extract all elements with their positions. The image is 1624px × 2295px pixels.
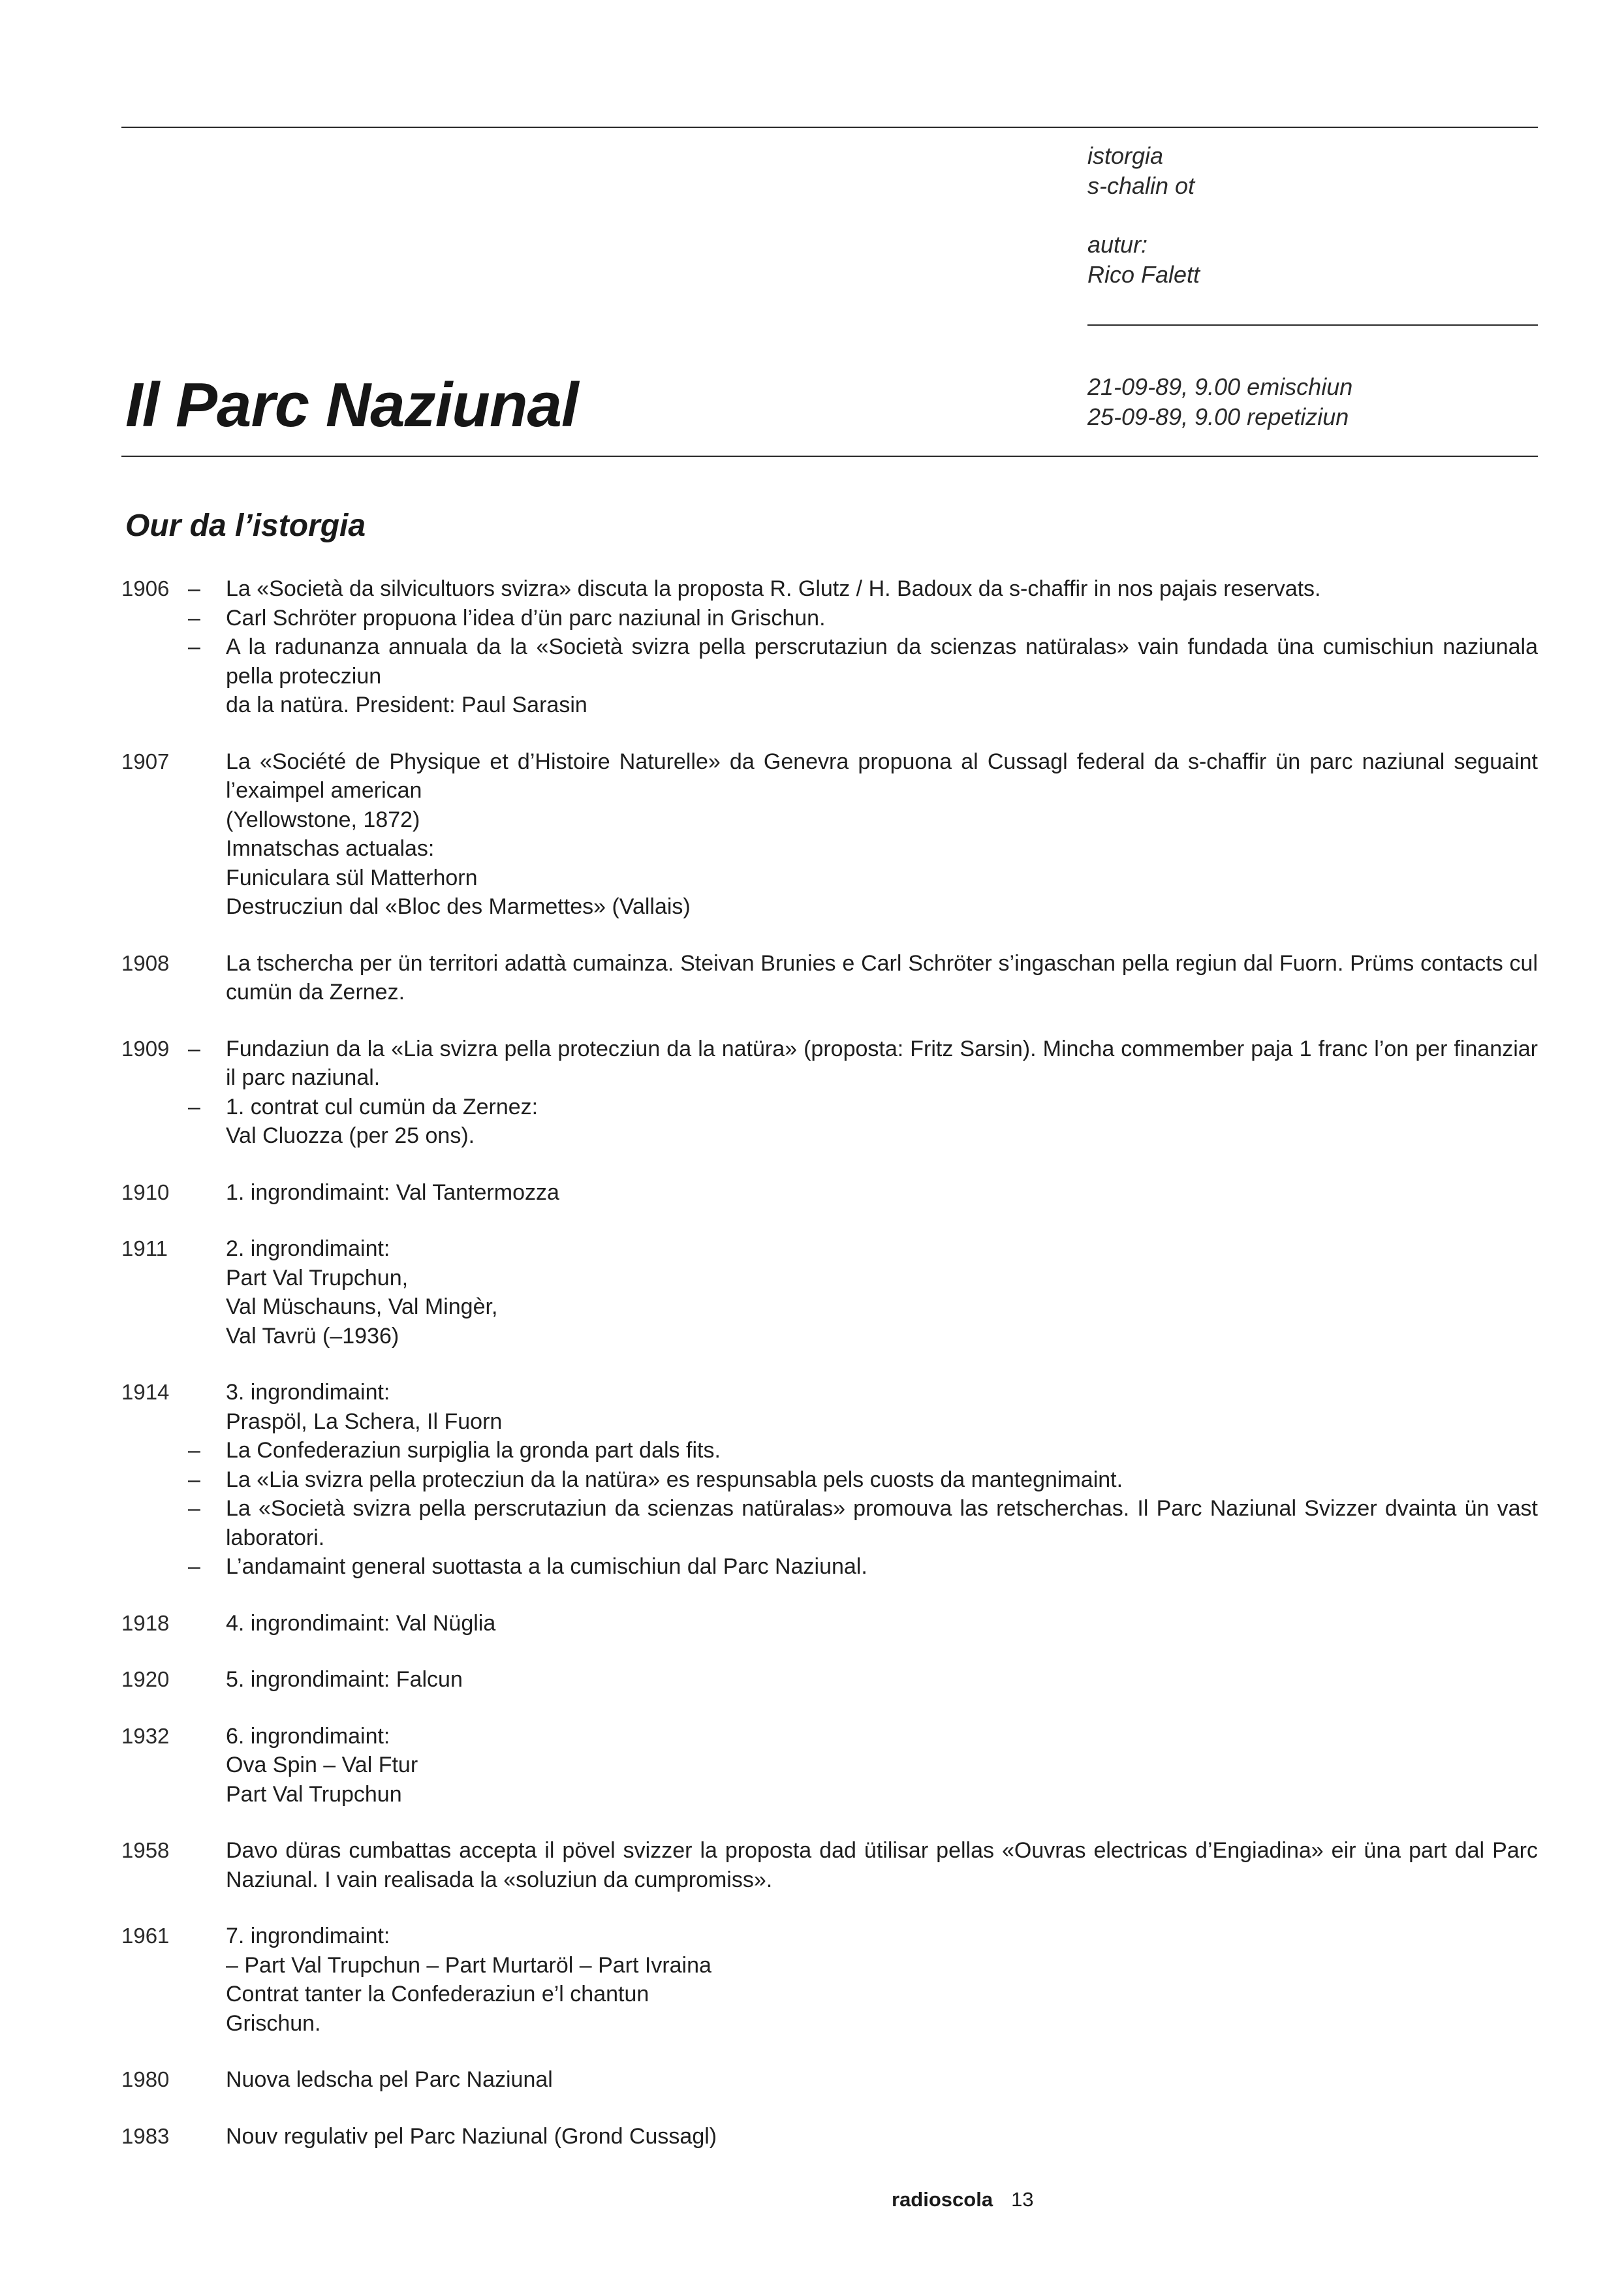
- entry-text: Nuova ledscha pel Parc Naziunal: [226, 2067, 553, 2092]
- entry-text: Val Cluozza (per 25 ons).: [226, 1123, 475, 1148]
- timeline-entry: [121, 1665, 1538, 1694]
- entry-year: 1961: [121, 1924, 170, 1948]
- entry-line: [121, 949, 1538, 1007]
- entry-text: Nouv regulativ pel Parc Naziunal (Grond Cussagl): [226, 2123, 717, 2149]
- entry-text: Part Val Trupchun,: [226, 1265, 409, 1290]
- entry-line: [121, 2009, 1538, 2038]
- entry-line: [121, 632, 1538, 691]
- entry-text: Val Müschauns, Val Mingèr,: [226, 1294, 498, 1319]
- entry-text: 1. contrat cul cumün da Zernez:: [226, 1094, 539, 1119]
- entry-text: Ova Spin – Val Ftur: [226, 1753, 418, 1777]
- entry-text: Fundaziun da la «Lia svizra pella protecziun da la natüra» (proposta: Fritz Sarsin). Mincha commember paja 1 franc l’on per finanziar il parc naziunal.: [226, 1036, 1538, 1090]
- entry-line: [121, 1751, 1538, 1780]
- entry-line: [121, 1264, 1538, 1293]
- entry-text: 2. ingrondimaint:: [226, 1236, 390, 1261]
- entry-text: Carl Schröter propuona l’idea d’ün parc naziunal in Grischun.: [226, 605, 826, 631]
- title-bottom-rule: [121, 456, 1538, 457]
- timeline-entry: [121, 1922, 1538, 2038]
- entry-text: da la natüra. President: Paul Sarasin: [226, 693, 587, 717]
- entry-text: 7. ingrondimaint:: [226, 1924, 390, 1948]
- entry-line: [121, 1951, 1538, 1980]
- entry-text: 4. ingrondimaint: Val Nüglia: [226, 1610, 496, 1636]
- bullet-dash: –: [188, 1094, 200, 1119]
- entry-line: [121, 1980, 1538, 2009]
- entry-text: La Confederaziun surpiglia la gronda part dals fits.: [226, 1438, 721, 1463]
- entry-text: Grischun.: [226, 2010, 321, 2036]
- entry-line: [121, 1436, 1538, 1465]
- entry-text: 5. ingrondimaint: Falcun: [226, 1667, 463, 1692]
- entry-line: [121, 2065, 1538, 2095]
- entry-line: [121, 1836, 1538, 1894]
- entry-line: [121, 1234, 1538, 1264]
- entry-year: 1911: [121, 1236, 168, 1260]
- timeline-entry: [121, 1378, 1538, 1582]
- author-info: [1087, 230, 1200, 290]
- entry-line: [121, 1665, 1538, 1694]
- bullet-dash: –: [188, 1496, 200, 1521]
- entry-line: [121, 1178, 1538, 1208]
- entry-text: La «Società da silvicultuors svizra» discuta la proposta R. Glutz / H. Badoux da s-chaffir in nos pajais reservats.: [226, 576, 1321, 601]
- timeline-entry: [121, 1178, 1538, 1208]
- entry-line: [121, 747, 1538, 805]
- entry-line: [121, 834, 1538, 864]
- level-label: s-chalin ot: [1087, 172, 1195, 199]
- entry-year: 1907: [121, 749, 170, 773]
- bullet-dash: –: [188, 1554, 200, 1579]
- entry-text: – Part Val Trupchun – Part Murtaröl – Part Ivraina: [226, 1952, 711, 1978]
- entry-text: 1. ingrondimaint: Val Tantermozza: [226, 1179, 559, 1205]
- timeline: [121, 574, 1538, 2178]
- timeline-entry: [121, 2122, 1538, 2151]
- page-footer: [892, 2188, 1034, 2211]
- entry-line: [121, 892, 1538, 922]
- entry-year: 1914: [121, 1380, 170, 1404]
- entry-line: [121, 1035, 1538, 1093]
- entry-line: [121, 1121, 1538, 1151]
- entry-line: [121, 604, 1538, 633]
- footer-brand: radioscola: [892, 2188, 993, 2211]
- timeline-entry: [121, 1234, 1538, 1350]
- timeline-entry: [121, 1722, 1538, 1809]
- entry-line: [121, 1552, 1538, 1582]
- timeline-entry: [121, 574, 1538, 720]
- entry-year: 1980: [121, 2067, 170, 2091]
- broadcast-date: 21-09-89, 9.00 emischiun: [1087, 373, 1353, 400]
- bullet-dash: –: [188, 1438, 200, 1463]
- entry-text: A la radunanza annuala da la «Società svizra pella perscrutaziun da scienzas natüralas» vain fundada üna cumischiun naziunala pella protecziun: [226, 634, 1538, 689]
- entry-text: L’andamaint general suottasta a la cumischiun dal Parc Naziunal.: [226, 1554, 867, 1579]
- entry-text: Imnatschas actualas:: [226, 836, 435, 861]
- entry-line: [121, 1407, 1538, 1437]
- section-heading: Our da l’istorgia: [125, 508, 366, 543]
- entry-text: La «Société de Physique et d’Histoire Naturelle» da Genevra propuona al Cussagl federal da s-chaffir ün parc naziunal seguaint l’exaimpel american: [226, 749, 1538, 803]
- bullet-dash: –: [188, 634, 200, 659]
- entry-line: [121, 574, 1538, 604]
- entry-year: 1910: [121, 1179, 170, 1204]
- page-number: 13: [1011, 2188, 1034, 2211]
- bullet-dash: –: [188, 605, 200, 631]
- entry-line: [121, 805, 1538, 835]
- top-rule: [121, 127, 1538, 128]
- entry-text: Contrat tanter la Confederaziun e’l chantun: [226, 1982, 649, 2006]
- author-name: Rico Falett: [1087, 261, 1200, 288]
- entry-text: La tschercha per ün territori adattà cumainza. Steivan Brunies e Carl Schröter s’ingaschan pella regiun dal Fuorn. Prüms contacts cul cumün da Zernez.: [226, 950, 1538, 1005]
- entry-year: 1983: [121, 2123, 170, 2148]
- author-label: autur:: [1087, 231, 1148, 258]
- entry-text: La «Società svizra pella perscrutaziun da scienzas natüralas» promouva las retscherchas. Il Parc Naziunal Svizzer dvainta ün vast laboratori.: [226, 1496, 1538, 1550]
- entry-line: [121, 1093, 1538, 1122]
- entry-text: Davo düras cumbattas accepta il pövel svizzer la proposta dad ütilisar pellas «Ouvras electricas d’Engiadina» eir üna part dal Parc Naziunal. I vain realisada la «soluziun da cumpromiss».: [226, 1838, 1538, 1892]
- page-title: Il Parc Naziunal: [125, 370, 578, 440]
- entry-year: 1909: [121, 1036, 170, 1061]
- repeat-date: 25-09-89, 9.00 repetiziun: [1087, 403, 1349, 430]
- entry-text: Part Val Trupchun: [226, 1781, 402, 1807]
- entry-year: 1920: [121, 1667, 170, 1691]
- entry-year: 1932: [121, 1723, 170, 1748]
- entry-line: [121, 864, 1538, 893]
- category-label: istorgia: [1087, 142, 1164, 169]
- entry-line: [121, 1322, 1538, 1351]
- entry-line: [121, 2122, 1538, 2151]
- bullet-dash: –: [188, 1467, 200, 1492]
- timeline-entry: [121, 1035, 1538, 1151]
- meta-divider-rule: [1087, 324, 1538, 326]
- entry-year: 1908: [121, 950, 170, 975]
- entry-text: Funiculara sül Matterhorn: [226, 865, 478, 890]
- entry-text: 6. ingrondimaint:: [226, 1723, 390, 1749]
- entry-line: [121, 1465, 1538, 1495]
- timeline-entry: [121, 747, 1538, 922]
- entry-line: [121, 1292, 1538, 1322]
- meta-info: [1087, 141, 1195, 201]
- timeline-entry: [121, 1836, 1538, 1894]
- entry-line: [121, 1780, 1538, 1809]
- entry-text: 3. ingrondimaint:: [226, 1380, 390, 1405]
- bullet-dash: –: [188, 1036, 200, 1061]
- entry-year: 1918: [121, 1610, 170, 1635]
- timeline-entry: [121, 2065, 1538, 2095]
- entry-text: Val Tavrü (–1936): [226, 1323, 399, 1349]
- entry-text: (Yellowstone, 1872): [226, 807, 420, 832]
- entry-line: [121, 1378, 1538, 1407]
- bullet-dash: –: [188, 576, 200, 601]
- entry-line: [121, 1609, 1538, 1638]
- entry-line: [121, 1494, 1538, 1552]
- timeline-entry: [121, 1609, 1538, 1638]
- entry-year: 1958: [121, 1838, 170, 1862]
- entry-text: Praspöl, La Schera, Il Fuorn: [226, 1409, 503, 1434]
- entry-line: [121, 1722, 1538, 1751]
- broadcast-info: [1087, 372, 1352, 432]
- entry-text: Destrucziun dal «Bloc des Marmettes» (Vallais): [226, 894, 691, 919]
- entry-line: [121, 1922, 1538, 1951]
- timeline-entry: [121, 949, 1538, 1007]
- entry-line: [121, 691, 1538, 720]
- entry-year: 1906: [121, 576, 170, 601]
- entry-text: La «Lia svizra pella protecziun da la natüra» es respunsabla pels cuosts da mantegnimaint.: [226, 1467, 1123, 1492]
